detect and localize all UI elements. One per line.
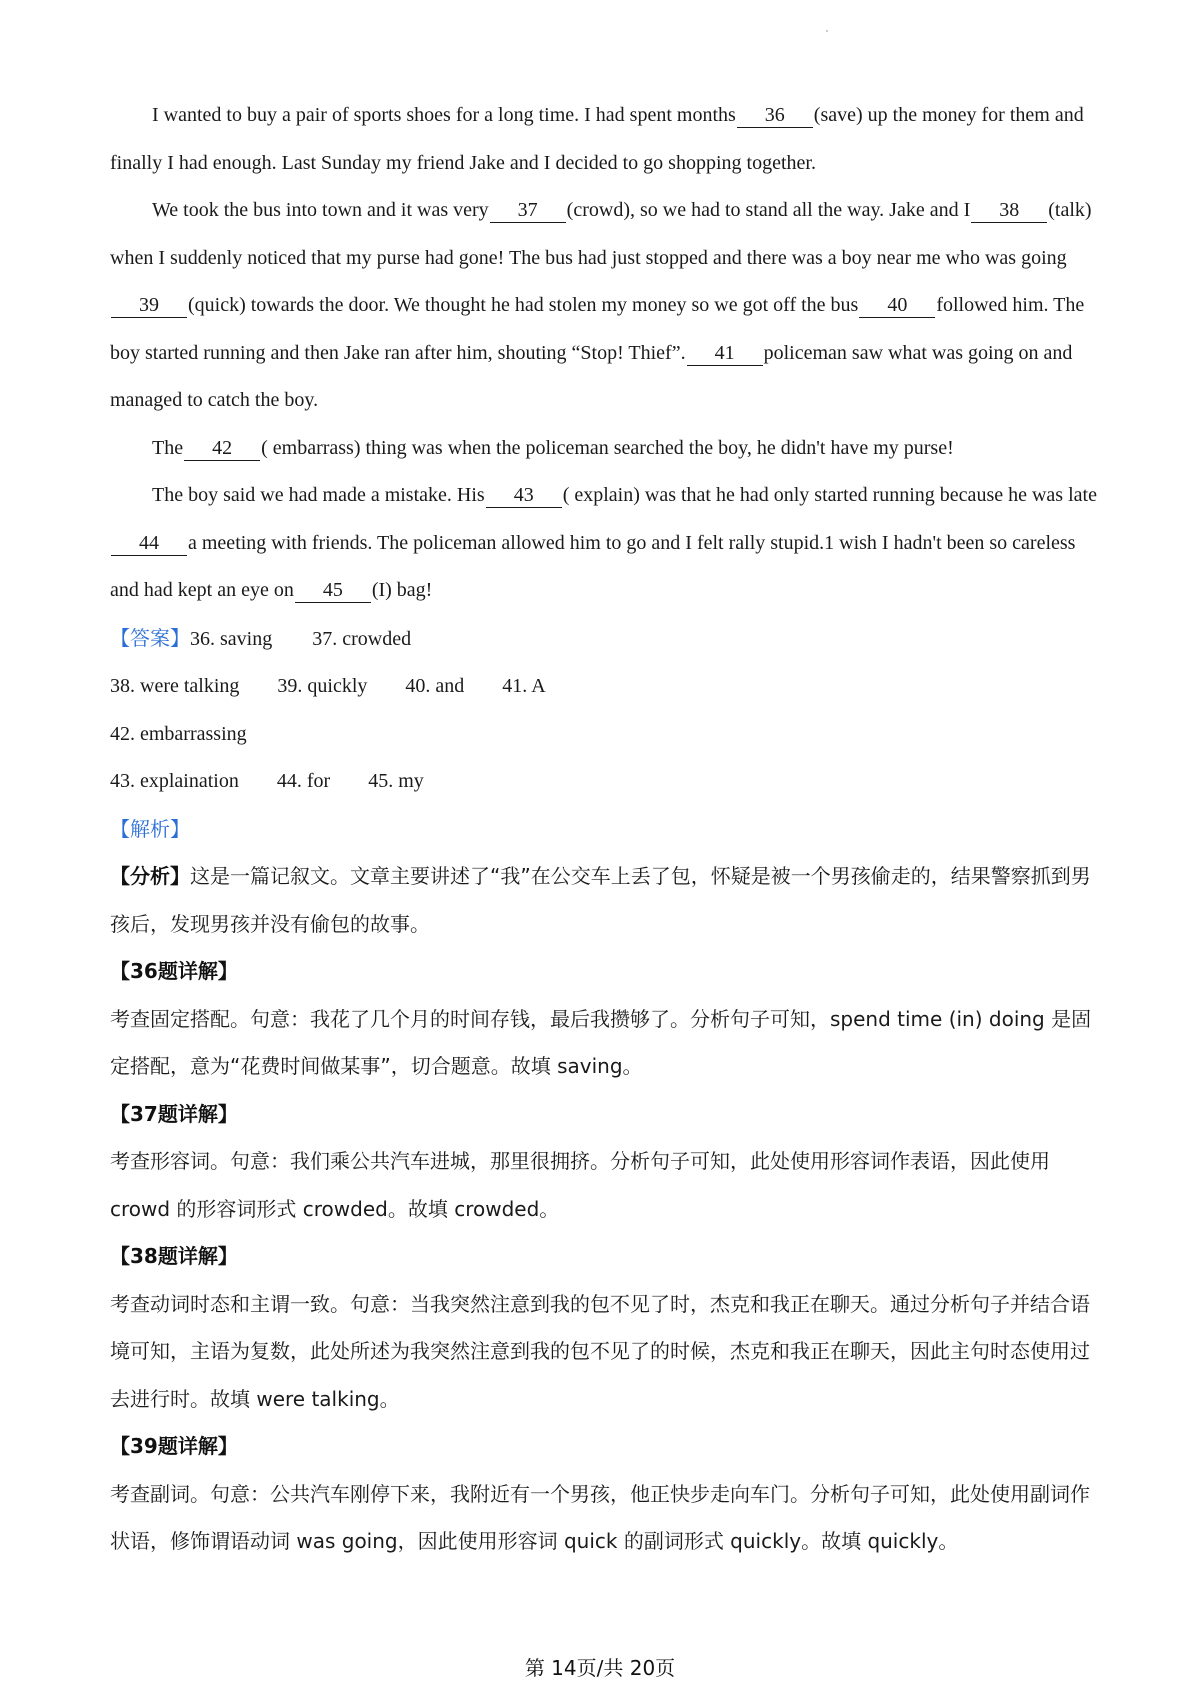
- answer-45: 45. my: [368, 770, 424, 792]
- blank-38: 38: [971, 198, 1047, 223]
- blank-40: 40: [859, 293, 935, 318]
- passage-text: (save) up the money for them and finally I had enough. Last Sunday my friend Jake and I decided to go shopping together.: [110, 104, 1084, 174]
- passage-text: (crowd), so we had to stand all the way. Jake and I: [566, 199, 971, 221]
- q39-heading: [110, 1423, 1100, 1471]
- blank-39: 39: [111, 293, 187, 318]
- blank-45: 45: [295, 578, 371, 603]
- answer-41: 41. A: [502, 675, 546, 697]
- passage-paragraph-3: [110, 425, 1100, 473]
- blank-37: 37: [490, 198, 566, 223]
- passage-text: (quick) towards the door. We thought he had stolen my money so we got off the bus: [188, 294, 859, 316]
- answer-43: 43. explaination: [110, 770, 239, 792]
- blank-36: 36: [737, 103, 813, 128]
- q36-tag: 【36题详解】: [110, 959, 238, 983]
- passage-text: (I) bag!: [371, 579, 433, 601]
- answer-row-1: [110, 615, 1100, 664]
- answer-44: 44. for: [276, 770, 331, 792]
- content-area: [110, 92, 1100, 1566]
- passage-text: ( embarrass) thing was when the policeman searched the boy, he didn't have my purse!: [261, 436, 954, 459]
- answer-tag: 【答案】: [110, 625, 190, 650]
- q39-explanation: 考查副词。句意：公共汽车刚停下来，我附近有一个男孩，他正快步走向车门。分析句子可知，此处使用副词作状语，修饰谓语动词 was going，因此使用形容词 quick 的副词形式 quickly。故填 quickly。: [110, 1481, 1090, 1553]
- analysis-heading: [110, 806, 1100, 854]
- answer-row-2: [110, 663, 1100, 711]
- passage-paragraph-1: [110, 92, 1100, 187]
- answer-row-4: [110, 758, 1100, 806]
- page-number: 第 14页/共 20页: [524, 1656, 676, 1680]
- analysis-tag: 【解析】: [110, 816, 190, 841]
- q37-heading: [110, 1091, 1100, 1139]
- passage-text: (talk) when I suddenly noticed that my purse had gone! The bus had just stopped and there was a boy near me who was going: [110, 199, 1092, 269]
- blank-42: 42: [184, 436, 260, 461]
- q38-tag: 【38题详解】: [110, 1244, 238, 1268]
- q37-tag: 【37题详解】: [110, 1101, 238, 1126]
- passage-text: I wanted to buy a pair of sports shoes for a long time. I had spent months: [152, 104, 736, 126]
- q36-explanation: 考查固定搭配。句意：我花了几个月的时间存钱，最后我攒够了。分析句子可知，spend time (in) doing 是固定搭配，意为“花费时间做某事”，切合题意。故填 saving。: [110, 1006, 1092, 1078]
- decorative-dot: [826, 30, 828, 32]
- passage-text: a meeting with friends. The policeman allowed him to go and I felt rally stupid.1 wish I hadn't been so careless and had kept an eye on: [110, 531, 1076, 601]
- answer-37: 37. crowded: [312, 627, 412, 650]
- passage-text: The: [152, 436, 184, 459]
- q38-heading: [110, 1233, 1100, 1281]
- passage-text: The boy said we had made a mistake. His: [152, 484, 485, 506]
- passage-text: policeman saw what was going on and managed to catch the boy.: [110, 341, 1073, 411]
- answer-38: 38. were talking: [110, 675, 240, 697]
- answer-40: 40. and: [405, 675, 465, 697]
- blank-43: 43: [486, 483, 562, 508]
- answer-42: 42. embarrassing: [110, 722, 247, 745]
- summary-text: 这是一篇记叙文。文章主要讲述了“我”在公交车上丢了包，怀疑是被一个男孩偷走的，结果警察抓到男孩后，发现男孩并没有偷包的故事。: [110, 864, 1091, 936]
- answer-36: 36. saving: [190, 627, 273, 650]
- blank-41: 41: [687, 341, 763, 366]
- q38-explanation: 考查动词时态和主谓一致。句意：当我突然注意到我的包不见了时，杰克和我正在聊天。通过分析句子并结合语境可知，主语为复数，此处所述为我突然注意到我的包不见了的时候，杰克和我正在聊天，因此主句时态使用过去进行时。故填 were talking。: [110, 1291, 1090, 1411]
- q37-explanation: 考查形容词。句意：我们乘公共汽车进城，那里很拥挤。分析句子可知，此处使用形容词作表语，因此使用 crowd 的形容词形式 crowded。故填 crowded。: [110, 1149, 1050, 1221]
- q39-tag: 【39题详解】: [110, 1434, 238, 1458]
- analysis-summary: [110, 853, 1100, 948]
- passage-text: followed him. The boy started running and then Jake ran after him, shouting “Stop! Thief”.: [110, 294, 1085, 364]
- passage-text: We took the bus into town and it was very: [152, 199, 489, 221]
- summary-tag: 【分析】: [110, 864, 190, 888]
- passage-paragraph-2: [110, 187, 1100, 425]
- answer-39: 39. quickly: [277, 675, 368, 697]
- blank-44: 44: [111, 531, 187, 556]
- answer-row-3: [110, 711, 1100, 759]
- passage-text: ( explain) was that he had only started running because he was late: [562, 484, 1097, 506]
- passage-paragraph-4: [110, 472, 1100, 615]
- q36-heading: [110, 948, 1100, 996]
